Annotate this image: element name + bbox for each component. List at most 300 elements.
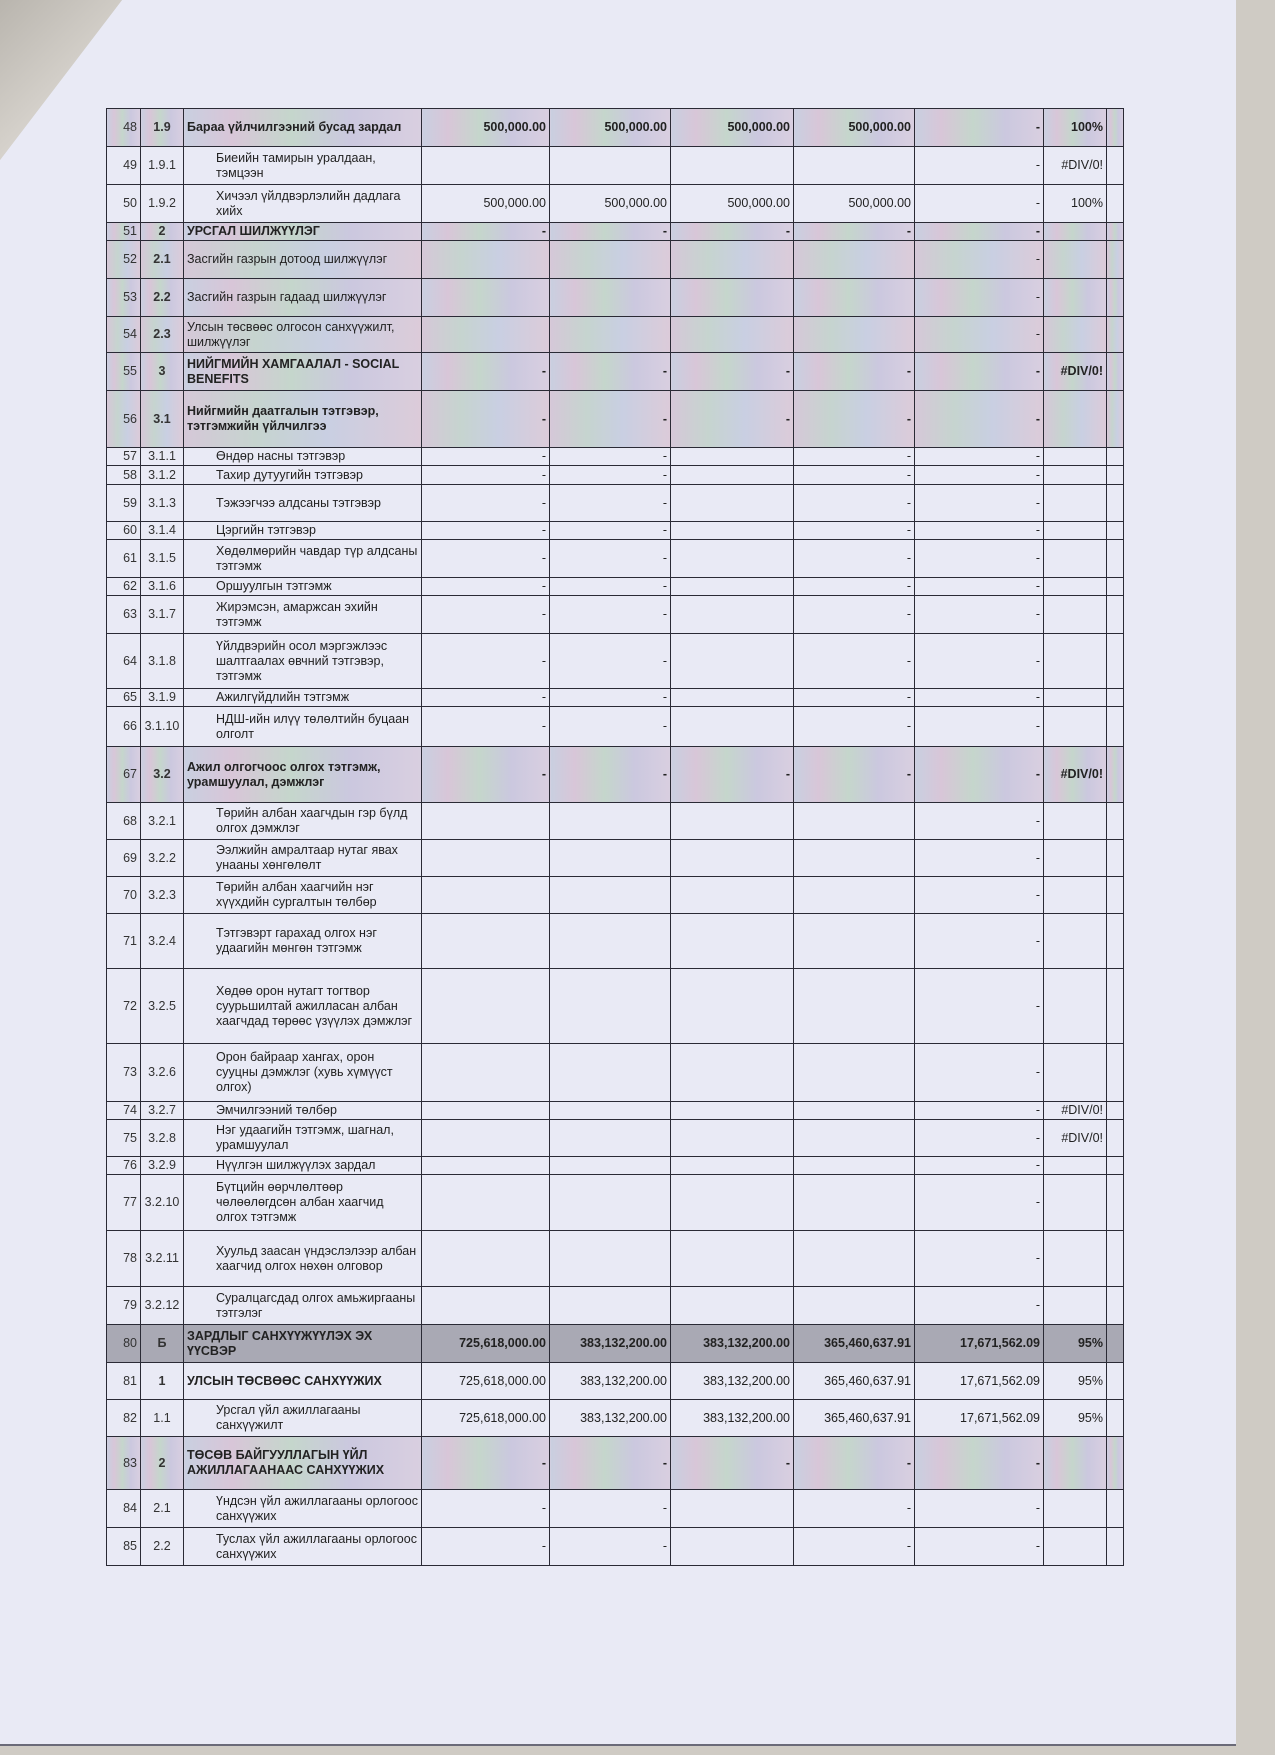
row-number-cell: 71	[107, 914, 141, 969]
item-code-cell: 2.1	[141, 1490, 184, 1528]
amount-col2-cell	[550, 1044, 671, 1102]
budget-table	[106, 108, 1124, 1566]
budget-table-body	[107, 109, 1124, 1566]
percent-cell	[1044, 1437, 1107, 1490]
amount-col3-cell	[671, 707, 794, 747]
percent-cell: #DIV/0!	[1044, 1102, 1107, 1120]
row-number-cell: 70	[107, 877, 141, 914]
amount-col1-cell: -	[422, 596, 550, 634]
amount-col3-cell	[671, 540, 794, 578]
amount-col5-cell: -	[915, 485, 1044, 522]
amount-col3-cell: -	[671, 1437, 794, 1490]
amount-col5-cell: -	[915, 969, 1044, 1044]
amount-col2-cell: -	[550, 634, 671, 689]
percent-cell	[1044, 1231, 1107, 1287]
table-row	[107, 1437, 1124, 1490]
amount-col2-cell: -	[550, 466, 671, 485]
page-bottom-edge	[0, 1744, 1236, 1746]
percent-cell	[1044, 1287, 1107, 1325]
amount-col2-cell: -	[550, 485, 671, 522]
amount-col2-cell	[550, 803, 671, 840]
amount-col5-cell: -	[915, 1437, 1044, 1490]
item-code-cell: 3.2.9	[141, 1157, 184, 1175]
percent-cell: #DIV/0!	[1044, 147, 1107, 185]
table-row	[107, 840, 1124, 877]
amount-col4-cell: -	[794, 466, 915, 485]
row-number-cell: 59	[107, 485, 141, 522]
percent-cell	[1044, 1175, 1107, 1231]
amount-col1-cell	[422, 1044, 550, 1102]
amount-col2-cell	[550, 279, 671, 317]
amount-col4-cell	[794, 1231, 915, 1287]
table-row	[107, 522, 1124, 540]
percent-cell	[1044, 596, 1107, 634]
amount-col4-cell: -	[794, 540, 915, 578]
percent-cell: 100%	[1044, 109, 1107, 147]
amount-col4-cell	[794, 1287, 915, 1325]
amount-col4-cell	[794, 1175, 915, 1231]
amount-col1-cell: -	[422, 707, 550, 747]
table-row	[107, 747, 1124, 803]
amount-col4-cell: -	[794, 747, 915, 803]
amount-col4-cell	[794, 241, 915, 279]
table-row	[107, 689, 1124, 707]
extra-cell	[1107, 707, 1124, 747]
amount-col2-cell: -	[550, 1528, 671, 1566]
amount-col3-cell: -	[671, 353, 794, 391]
item-code-cell: 3.2.12	[141, 1287, 184, 1325]
amount-col5-cell: -	[915, 1044, 1044, 1102]
amount-col5-cell: -	[915, 1231, 1044, 1287]
percent-cell	[1044, 803, 1107, 840]
extra-cell	[1107, 540, 1124, 578]
item-code-cell: 3.2	[141, 747, 184, 803]
amount-col3-cell	[671, 1231, 794, 1287]
item-name-cell: Орон байраар хангах, орон сууцны дэмжлэг (хувь хүмүүст олгох)	[184, 1044, 422, 1102]
amount-col4-cell	[794, 969, 915, 1044]
amount-col3-cell	[671, 147, 794, 185]
row-number-cell: 82	[107, 1400, 141, 1437]
amount-col5-cell: 17,671,562.09	[915, 1325, 1044, 1363]
amount-col4-cell	[794, 840, 915, 877]
table-row	[107, 1490, 1124, 1528]
item-code-cell: 1.9.1	[141, 147, 184, 185]
amount-col5-cell: -	[915, 223, 1044, 241]
item-code-cell: 1.9	[141, 109, 184, 147]
item-name-cell: Хуульд заасан үндэслэлээр албан хаагчид олгох нөхөн олговор	[184, 1231, 422, 1287]
extra-cell	[1107, 353, 1124, 391]
amount-col1-cell: 500,000.00	[422, 185, 550, 223]
amount-col4-cell: -	[794, 707, 915, 747]
percent-cell: #DIV/0!	[1044, 747, 1107, 803]
percent-cell	[1044, 689, 1107, 707]
row-number-cell: 61	[107, 540, 141, 578]
percent-cell	[1044, 466, 1107, 485]
amount-col1-cell: -	[422, 485, 550, 522]
item-code-cell: 1.1	[141, 1400, 184, 1437]
percent-cell	[1044, 485, 1107, 522]
item-code-cell: 2.1	[141, 241, 184, 279]
amount-col1-cell: -	[422, 540, 550, 578]
amount-col1-cell: -	[422, 634, 550, 689]
percent-cell	[1044, 840, 1107, 877]
item-code-cell: 3.1.10	[141, 707, 184, 747]
item-name-cell: Тахир дутуугийн тэтгэвэр	[184, 466, 422, 485]
amount-col1-cell: -	[422, 353, 550, 391]
amount-col3-cell	[671, 1044, 794, 1102]
item-name-cell: Төрийн албан хаагчийн нэг хүүхдийн сургалтын төлбөр	[184, 877, 422, 914]
percent-cell	[1044, 279, 1107, 317]
amount-col4-cell: -	[794, 689, 915, 707]
amount-col4-cell: -	[794, 353, 915, 391]
amount-col5-cell: -	[915, 109, 1044, 147]
amount-col1-cell	[422, 317, 550, 353]
percent-cell	[1044, 1528, 1107, 1566]
percent-cell	[1044, 317, 1107, 353]
amount-col2-cell	[550, 877, 671, 914]
extra-cell	[1107, 1437, 1124, 1490]
amount-col1-cell	[422, 1120, 550, 1157]
extra-cell	[1107, 689, 1124, 707]
amount-col3-cell: 500,000.00	[671, 185, 794, 223]
extra-cell	[1107, 147, 1124, 185]
table-row	[107, 596, 1124, 634]
amount-col1-cell: 500,000.00	[422, 109, 550, 147]
amount-col5-cell: 17,671,562.09	[915, 1363, 1044, 1400]
percent-cell	[1044, 448, 1107, 466]
extra-cell	[1107, 1363, 1124, 1400]
amount-col4-cell: -	[794, 448, 915, 466]
item-code-cell: 3.2.8	[141, 1120, 184, 1157]
item-code-cell: 3.2.3	[141, 877, 184, 914]
table-row	[107, 448, 1124, 466]
extra-cell	[1107, 522, 1124, 540]
amount-col4-cell: 365,460,637.91	[794, 1363, 915, 1400]
amount-col2-cell: -	[550, 448, 671, 466]
item-code-cell: 3.2.6	[141, 1044, 184, 1102]
amount-col3-cell: -	[671, 391, 794, 448]
table-row	[107, 540, 1124, 578]
amount-col3-cell	[671, 840, 794, 877]
item-code-cell: 3	[141, 353, 184, 391]
item-code-cell: 3.1.8	[141, 634, 184, 689]
table-row	[107, 578, 1124, 596]
amount-col3-cell	[671, 634, 794, 689]
row-number-cell: 66	[107, 707, 141, 747]
amount-col5-cell: -	[915, 317, 1044, 353]
item-name-cell: НИЙГМИЙН ХАМГААЛАЛ - SOCIAL BENEFITS	[184, 353, 422, 391]
amount-col1-cell: 725,618,000.00	[422, 1325, 550, 1363]
amount-col1-cell	[422, 840, 550, 877]
table-row	[107, 1325, 1124, 1363]
item-code-cell: 3.2.5	[141, 969, 184, 1044]
item-code-cell: 2.3	[141, 317, 184, 353]
extra-cell	[1107, 109, 1124, 147]
row-number-cell: 84	[107, 1490, 141, 1528]
extra-cell	[1107, 185, 1124, 223]
table-row	[107, 707, 1124, 747]
percent-cell	[1044, 522, 1107, 540]
extra-cell	[1107, 1528, 1124, 1566]
amount-col5-cell: -	[915, 634, 1044, 689]
row-number-cell: 78	[107, 1231, 141, 1287]
amount-col2-cell	[550, 1175, 671, 1231]
table-row	[107, 109, 1124, 147]
amount-col4-cell	[794, 279, 915, 317]
amount-col5-cell: -	[915, 1528, 1044, 1566]
percent-cell: 100%	[1044, 185, 1107, 223]
amount-col3-cell	[671, 578, 794, 596]
amount-col5-cell: -	[915, 877, 1044, 914]
table-row	[107, 1231, 1124, 1287]
row-number-cell: 83	[107, 1437, 141, 1490]
extra-cell	[1107, 969, 1124, 1044]
item-code-cell: 3.1.7	[141, 596, 184, 634]
table-row	[107, 241, 1124, 279]
amount-col2-cell: -	[550, 391, 671, 448]
item-name-cell: Хөдөө орон нутагт тогтвор суурьшилтай ажилласан албан хаагчдад төрөөс үзүүлэх дэмжлэг	[184, 969, 422, 1044]
row-number-cell: 68	[107, 803, 141, 840]
amount-col2-cell: -	[550, 596, 671, 634]
table-row	[107, 1157, 1124, 1175]
extra-cell	[1107, 1400, 1124, 1437]
row-number-cell: 55	[107, 353, 141, 391]
amount-col1-cell: -	[422, 1528, 550, 1566]
extra-cell	[1107, 1044, 1124, 1102]
amount-col5-cell: -	[915, 147, 1044, 185]
amount-col3-cell	[671, 1102, 794, 1120]
amount-col3-cell	[671, 1528, 794, 1566]
item-code-cell: 3.1.2	[141, 466, 184, 485]
amount-col4-cell: -	[794, 391, 915, 448]
row-number-cell: 75	[107, 1120, 141, 1157]
extra-cell	[1107, 279, 1124, 317]
percent-cell	[1044, 223, 1107, 241]
percent-cell	[1044, 914, 1107, 969]
item-code-cell: 3.2.11	[141, 1231, 184, 1287]
amount-col4-cell: -	[794, 578, 915, 596]
row-number-cell: 57	[107, 448, 141, 466]
amount-col5-cell: -	[915, 353, 1044, 391]
table-row	[107, 317, 1124, 353]
percent-cell	[1044, 241, 1107, 279]
extra-cell	[1107, 1175, 1124, 1231]
extra-cell	[1107, 223, 1124, 241]
table-row	[107, 803, 1124, 840]
amount-col5-cell: -	[915, 1490, 1044, 1528]
table-row	[107, 877, 1124, 914]
row-number-cell: 74	[107, 1102, 141, 1120]
item-name-cell: Хичээл үйлдвэрлэлийн дадлага хийх	[184, 185, 422, 223]
extra-cell	[1107, 1231, 1124, 1287]
amount-col2-cell: 500,000.00	[550, 109, 671, 147]
row-number-cell: 53	[107, 279, 141, 317]
amount-col4-cell: -	[794, 485, 915, 522]
item-code-cell: 3.1.3	[141, 485, 184, 522]
item-name-cell: Биеийн тамирын уралдаан, тэмцээн	[184, 147, 422, 185]
amount-col3-cell: -	[671, 747, 794, 803]
amount-col5-cell: -	[915, 1175, 1044, 1231]
row-number-cell: 52	[107, 241, 141, 279]
amount-col5-cell: -	[915, 241, 1044, 279]
amount-col2-cell	[550, 1231, 671, 1287]
amount-col5-cell: -	[915, 1102, 1044, 1120]
item-code-cell: Б	[141, 1325, 184, 1363]
amount-col3-cell	[671, 1120, 794, 1157]
row-number-cell: 77	[107, 1175, 141, 1231]
amount-col2-cell	[550, 914, 671, 969]
item-code-cell: 3.1.1	[141, 448, 184, 466]
item-code-cell: 2	[141, 1437, 184, 1490]
amount-col2-cell	[550, 840, 671, 877]
amount-col3-cell	[671, 485, 794, 522]
table-row	[107, 466, 1124, 485]
item-name-cell: Засгийн газрын гадаад шилжүүлэг	[184, 279, 422, 317]
table-row	[107, 1044, 1124, 1102]
table-row	[107, 1120, 1124, 1157]
amount-col2-cell: -	[550, 689, 671, 707]
row-number-cell: 67	[107, 747, 141, 803]
amount-col4-cell	[794, 1120, 915, 1157]
extra-cell	[1107, 1325, 1124, 1363]
amount-col4-cell: 500,000.00	[794, 109, 915, 147]
amount-col4-cell: 365,460,637.91	[794, 1400, 915, 1437]
item-name-cell: Жирэмсэн, амаржсан эхийн тэтгэмж	[184, 596, 422, 634]
table-row	[107, 147, 1124, 185]
amount-col1-cell: 725,618,000.00	[422, 1363, 550, 1400]
amount-col3-cell	[671, 241, 794, 279]
item-name-cell: ЗАРДЛЫГ САНХҮҮЖҮҮЛЭХ ЭХ ҮҮСВЭР	[184, 1325, 422, 1363]
amount-col4-cell: -	[794, 1490, 915, 1528]
amount-col2-cell: 383,132,200.00	[550, 1325, 671, 1363]
amount-col1-cell	[422, 279, 550, 317]
item-name-cell: Ажил олгогчоос олгох тэтгэмж, урамшуулал, дэмжлэг	[184, 747, 422, 803]
amount-col1-cell	[422, 1157, 550, 1175]
row-number-cell: 79	[107, 1287, 141, 1325]
item-name-cell: Туслах үйл ажиллагааны орлогоос санхүүжих	[184, 1528, 422, 1566]
amount-col1-cell: -	[422, 747, 550, 803]
item-name-cell: Үйлдвэрийн осол мэргэжлээс шалтгаалах өвчний тэтгэвэр, тэтгэмж	[184, 634, 422, 689]
percent-cell: 95%	[1044, 1400, 1107, 1437]
amount-col5-cell: -	[915, 391, 1044, 448]
amount-col4-cell: -	[794, 634, 915, 689]
item-name-cell: ТӨСӨВ БАЙГУУЛЛАГЫН ҮЙЛ АЖИЛЛАГААНААС САНХҮҮЖИХ	[184, 1437, 422, 1490]
extra-cell	[1107, 578, 1124, 596]
amount-col2-cell: 383,132,200.00	[550, 1400, 671, 1437]
item-code-cell: 3.1.5	[141, 540, 184, 578]
percent-cell	[1044, 1157, 1107, 1175]
amount-col3-cell	[671, 448, 794, 466]
item-name-cell: Нүүлгэн шилжүүлэх зардал	[184, 1157, 422, 1175]
amount-col2-cell: -	[550, 522, 671, 540]
item-name-cell: Өндөр насны тэтгэвэр	[184, 448, 422, 466]
item-code-cell: 1.9.2	[141, 185, 184, 223]
amount-col5-cell: -	[915, 707, 1044, 747]
table-row	[107, 223, 1124, 241]
amount-col3-cell: 500,000.00	[671, 109, 794, 147]
table-row	[107, 1528, 1124, 1566]
item-name-cell: Цэргийн тэтгэвэр	[184, 522, 422, 540]
extra-cell	[1107, 840, 1124, 877]
amount-col4-cell: -	[794, 223, 915, 241]
amount-col3-cell	[671, 877, 794, 914]
table-row	[107, 279, 1124, 317]
table-row	[107, 1400, 1124, 1437]
extra-cell	[1107, 391, 1124, 448]
item-code-cell: 2.2	[141, 1528, 184, 1566]
amount-col2-cell	[550, 1120, 671, 1157]
percent-cell	[1044, 540, 1107, 578]
amount-col1-cell	[422, 803, 550, 840]
extra-cell	[1107, 747, 1124, 803]
amount-col2-cell	[550, 241, 671, 279]
percent-cell	[1044, 707, 1107, 747]
amount-col1-cell	[422, 1231, 550, 1287]
item-name-cell: Суралцагсдад олгох амьжиргааны тэтгэлэг	[184, 1287, 422, 1325]
row-number-cell: 76	[107, 1157, 141, 1175]
amount-col2-cell	[550, 1287, 671, 1325]
extra-cell	[1107, 466, 1124, 485]
table-row	[107, 353, 1124, 391]
amount-col2-cell: -	[550, 747, 671, 803]
table-row	[107, 1287, 1124, 1325]
amount-col5-cell: -	[915, 840, 1044, 877]
row-number-cell: 81	[107, 1363, 141, 1400]
percent-cell: #DIV/0!	[1044, 1120, 1107, 1157]
amount-col3-cell: 383,132,200.00	[671, 1325, 794, 1363]
amount-col3-cell: 383,132,200.00	[671, 1400, 794, 1437]
amount-col4-cell: -	[794, 596, 915, 634]
item-code-cell: 3.1.4	[141, 522, 184, 540]
amount-col3-cell	[671, 969, 794, 1044]
percent-cell	[1044, 391, 1107, 448]
row-number-cell: 58	[107, 466, 141, 485]
amount-col5-cell: -	[915, 578, 1044, 596]
item-name-cell: Эмчилгээний төлбөр	[184, 1102, 422, 1120]
table-row	[107, 485, 1124, 522]
amount-col3-cell: 383,132,200.00	[671, 1363, 794, 1400]
amount-col5-cell: -	[915, 522, 1044, 540]
amount-col2-cell	[550, 1102, 671, 1120]
item-name-cell: Ажилгүйдлийн тэтгэмж	[184, 689, 422, 707]
amount-col5-cell: 17,671,562.09	[915, 1400, 1044, 1437]
percent-cell	[1044, 1044, 1107, 1102]
extra-cell	[1107, 485, 1124, 522]
amount-col4-cell	[794, 1102, 915, 1120]
amount-col1-cell	[422, 1102, 550, 1120]
amount-col1-cell	[422, 877, 550, 914]
amount-col1-cell: -	[422, 448, 550, 466]
item-name-cell: Тэжээгчээ алдсаны тэтгэвэр	[184, 485, 422, 522]
amount-col5-cell: -	[915, 466, 1044, 485]
item-code-cell: 3.2.2	[141, 840, 184, 877]
amount-col1-cell: -	[422, 578, 550, 596]
amount-col4-cell: -	[794, 1528, 915, 1566]
percent-cell: 95%	[1044, 1325, 1107, 1363]
amount-col3-cell	[671, 279, 794, 317]
item-code-cell: 2.2	[141, 279, 184, 317]
row-number-cell: 69	[107, 840, 141, 877]
amount-col2-cell: -	[550, 223, 671, 241]
amount-col1-cell: -	[422, 689, 550, 707]
row-number-cell: 63	[107, 596, 141, 634]
extra-cell	[1107, 1490, 1124, 1528]
amount-col4-cell	[794, 1044, 915, 1102]
extra-cell	[1107, 448, 1124, 466]
amount-col3-cell	[671, 689, 794, 707]
amount-col2-cell: -	[550, 707, 671, 747]
percent-cell	[1044, 877, 1107, 914]
